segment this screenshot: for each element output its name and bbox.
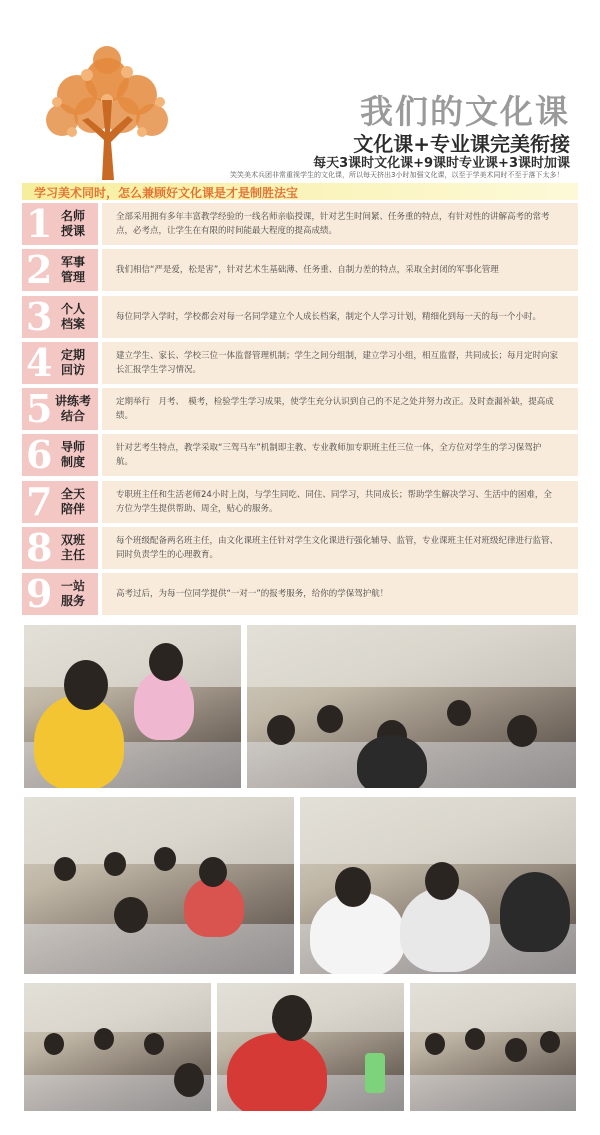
feature-description: 针对艺考生特点，教学采取“三驾马车”机制即主教、专业教师加专职班主任三位一体，全方位对学生的学习保驾护航。 [116, 443, 542, 468]
feature-description-box [102, 481, 578, 523]
feature-label-box [22, 203, 98, 245]
feature-number: 7 [26, 478, 53, 524]
photo-students-studying-closeup [24, 625, 241, 788]
feature-row [22, 434, 578, 476]
feature-number: 5 [26, 386, 53, 432]
feature-number: 4 [26, 339, 53, 385]
schedule-subtitle: 每天3课时文化课+9课时专业课+3课时加课 [313, 156, 570, 171]
feature-description-box [102, 434, 578, 476]
photo-classroom-bright [24, 983, 211, 1111]
page-subtitle: 文化课+专业课完美衔接 [353, 132, 570, 156]
feature-label: 全天 陪伴 [60, 486, 85, 516]
feature-row [22, 527, 578, 569]
feature-label: 军事 管理 [60, 255, 85, 285]
photo-classroom-rows [410, 983, 576, 1111]
feature-description: 专职班主任和生活老师24小时上岗，与学生同吃、同住、同学习，共同成长；帮助学生解决学习、生活中的困难，全方位为学生提供帮助、周全，贴心的服务。 [116, 489, 552, 514]
feature-list [22, 203, 578, 620]
photo-classroom-exam [247, 625, 576, 788]
page-title: 我们的文化课 [360, 92, 570, 131]
banner [22, 183, 578, 200]
feature-row [22, 573, 578, 615]
feature-number: 3 [26, 293, 53, 339]
feature-description-box [102, 342, 578, 384]
feature-description-box [102, 388, 578, 430]
banner-text: 学习美术同时，怎么兼顾好文化课是才是制胜法宝 [34, 186, 299, 200]
feature-description: 高考过后，为每一位同学提供“一对一”的报考服务，给你的学保驾护航！ [116, 589, 389, 600]
feature-label-box [22, 527, 98, 569]
feature-label-box [22, 434, 98, 476]
feature-label-box [22, 293, 98, 339]
feature-label: 讲练考 结合 [54, 394, 91, 424]
photo-classroom-writing [300, 797, 576, 974]
feature-description-box [102, 296, 578, 338]
feature-number: 6 [26, 432, 53, 478]
feature-label-box [22, 573, 98, 615]
feature-number: 1 [26, 201, 53, 246]
feature-row [22, 249, 578, 291]
feature-row [22, 388, 578, 430]
feature-label-box [22, 339, 98, 385]
feature-row [22, 293, 578, 339]
feature-label-box [22, 249, 98, 291]
feature-description: 建立学生、家长、学校三位一体监督管理机制；学生之间分组制，建立学习小组，相互监督，共同成长；每月定时向家长汇报学生学习情况。 [116, 350, 559, 375]
feature-label: 名师 授课 [60, 209, 85, 238]
feature-row [22, 478, 578, 524]
intro-description: 笑笑美术兵团非常重视学生的文化课，所以每天挤出3小时加强文化课，以至于学美术同时不至于落下太多！ [230, 171, 564, 179]
feature-label: 个人 档案 [60, 301, 85, 331]
feature-label: 一站 服务 [60, 579, 85, 609]
feature-row [22, 339, 578, 385]
feature-number: 9 [26, 571, 53, 617]
feature-description: 每位同学入学时，学校都会对每一名同学建立个人成长档案，制定个人学习计划，精细化到每一天的每一个小时。 [116, 311, 542, 322]
feature-description-box [102, 249, 578, 291]
feature-description: 定期举行 月考、 模考，检验学生学习成果，使学生充分认识到自己的不足之处并努力改正。及时查漏补缺，提高成绩。 [116, 397, 554, 422]
feature-number: 2 [26, 247, 53, 293]
feature-label-box [22, 478, 98, 524]
feature-label: 导师 制度 [60, 440, 85, 470]
feature-label: 定期 回访 [60, 347, 85, 377]
feature-description-box [102, 573, 578, 615]
feature-description: 每个班级配备两名班主任，由文化课班主任针对学生文化课进行强化辅导、监管，专业课班主任对班级纪律进行监管、同时负责学生的心理教育。 [116, 536, 559, 561]
photo-classroom-wide [24, 797, 294, 974]
feature-description-box [102, 527, 578, 569]
feature-label-box [22, 388, 98, 430]
feature-description: 我们相信“严是爱，松是害”，针对艺术生基础薄、任务重、自制力差的特点，采取全封闭的军事化管理 [116, 265, 499, 276]
photo-student-red-hoodie [217, 983, 404, 1111]
feature-number: 8 [26, 525, 53, 571]
feature-row [22, 203, 578, 245]
feature-description: 全部采用拥有多年丰富教学经验的一线名师亲临授课，针对艺生时间紧、任务重的特点，有针对性的讲解高考的常考点，必考点，让学生在有限的时间能最大程度的提高成绩。 [116, 212, 550, 236]
feature-label: 双班 主任 [60, 533, 85, 563]
tree-logo-icon [32, 40, 182, 180]
header [0, 0, 600, 185]
feature-description-box [102, 203, 578, 245]
